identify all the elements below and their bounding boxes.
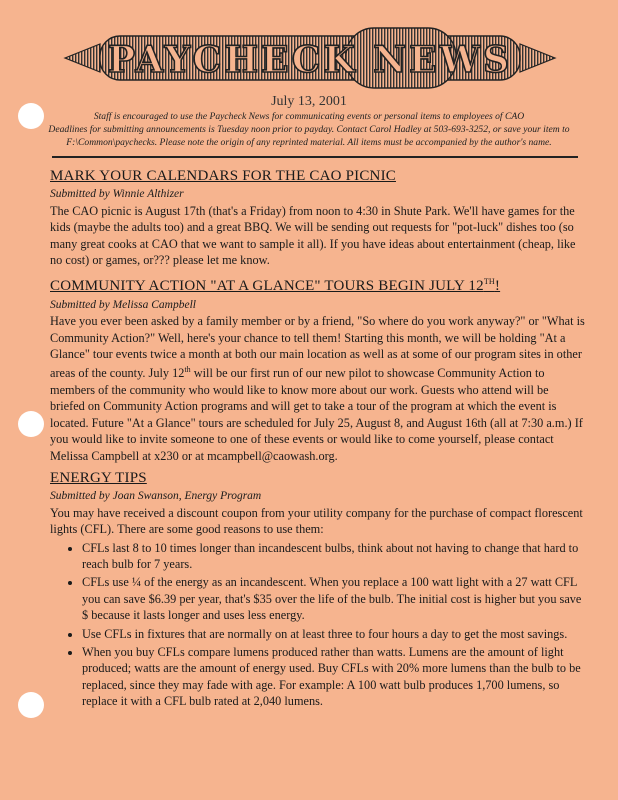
list-item: • Use CFLs in fixtures that are normally on at least three to four hours a day to get the most savings. (82, 626, 586, 642)
list-item: • When you buy CFLs compare lumens produced rather than watts. Lumens are the amount of light produced; watts are the amount of energy used. Buy CFLs with 20% more lumens than the bulb to be replaced, since they may fade with age. For example: A 100 watt bulb produces 1,700 lumens, so replace it with a CFL bulb rated at 2,040 lumens. (82, 644, 586, 710)
body-part-b: will be our first run of our new pilot to showcase Community Action to members of the community who would like to know more about our work. Guests who attend will be briefed on Community Action programs and will get to take a tour of the program at which the event is located. Future "At a Glance" tours are scheduled for July 25, August 8, and August 16th (all at 7:30 a.m.) If you would like to invite someone to one of these events or would like to come yourself, please contact Melissa Campbell at x230 or at mcampbell@caowash.org. (50, 366, 583, 463)
masthead-logo (60, 22, 560, 94)
body-superscript: th (184, 365, 191, 375)
heading-text: COMMUNITY ACTION "AT A GLANCE" TOURS BEGIN JULY 12 (50, 278, 484, 295)
subhead-line-3: F:\Common\paychecks. Please note the origin of any reprinted material. All items must be accompanied by the author's name. (66, 137, 552, 148)
article-heading (50, 274, 586, 294)
article-heading: ENERGY TIPS (50, 470, 147, 486)
newsletter-body (50, 162, 586, 712)
masthead-subhead (40, 110, 578, 149)
article-byline: Submitted by Melissa Campbell (50, 298, 196, 311)
article-picnic (50, 168, 586, 268)
article-byline: Submitted by Joan Swanson, Energy Program (50, 490, 262, 503)
masthead-title: PAYCHECK NEWS (107, 39, 513, 81)
article-body: You may have received a discount coupon from your utility company for the purchase of compact florescent lights (CFL). There are some good reasons to use them: (50, 505, 583, 537)
article-byline: Submitted by Winnie Althizer (50, 188, 184, 201)
article-energy-tips (50, 470, 586, 710)
punch-hole-bottom (18, 692, 44, 718)
article-heading: MARK YOUR CALENDARS FOR THE CAO PICNIC (50, 168, 396, 184)
subhead-line-1: Staff is encouraged to use the Paycheck News for communicating events or personal items to employees of CAO (93, 111, 525, 122)
article-tours (50, 274, 586, 464)
header-divider (52, 156, 578, 158)
subhead-line-2: Deadlines for submitting announcements is Tuesday noon prior to payday. Contact Carol Hadley at 503-693-3252, or save your item to (48, 124, 570, 135)
body-part-a: Have you ever been asked by a family member or by a friend, "So where do you work anyway?" or "What is Community Action?" Well, here's your chance to tell them! Starting this month, we will be holding "At a Glance" tour events twice a month at both our main location as well as at some of our program sites in other areas of the county. July 12 (50, 314, 585, 381)
tips-list (50, 540, 586, 710)
article-body: The CAO picnic is August 17th (that's a Friday) from noon to 4:30 in Shute Park. We'll have games for the kids (maybe the adults too) and a great BBQ. We will be sending out requests for "pot-luck" dishes too (so many great cooks at CAO that we want to sample it all). If you have ideas about entertainment (cheap, like no cost) or games, or??? please let me know. (50, 203, 576, 268)
article-body (50, 313, 586, 464)
punch-hole-middle (18, 411, 44, 437)
issue-date: July 13, 2001 (271, 94, 347, 109)
list-item: • CFLs use ¼ of the energy as an incandescent. When you replace a 100 watt light with a 27 watt CFL you can save $6.39 per year, that's $35 over the life of the bulb. The initial cost is higher but you save $ because it lasts longer and uses less energy. (82, 574, 586, 623)
list-item: • CFLs last 8 to 10 times longer than incandescent bulbs, think about not having to change that hard to reach bulb for 7 years. (82, 540, 586, 573)
heading-end: ! (494, 278, 501, 295)
heading-superscript: TH (483, 277, 495, 287)
masthead (60, 22, 560, 94)
